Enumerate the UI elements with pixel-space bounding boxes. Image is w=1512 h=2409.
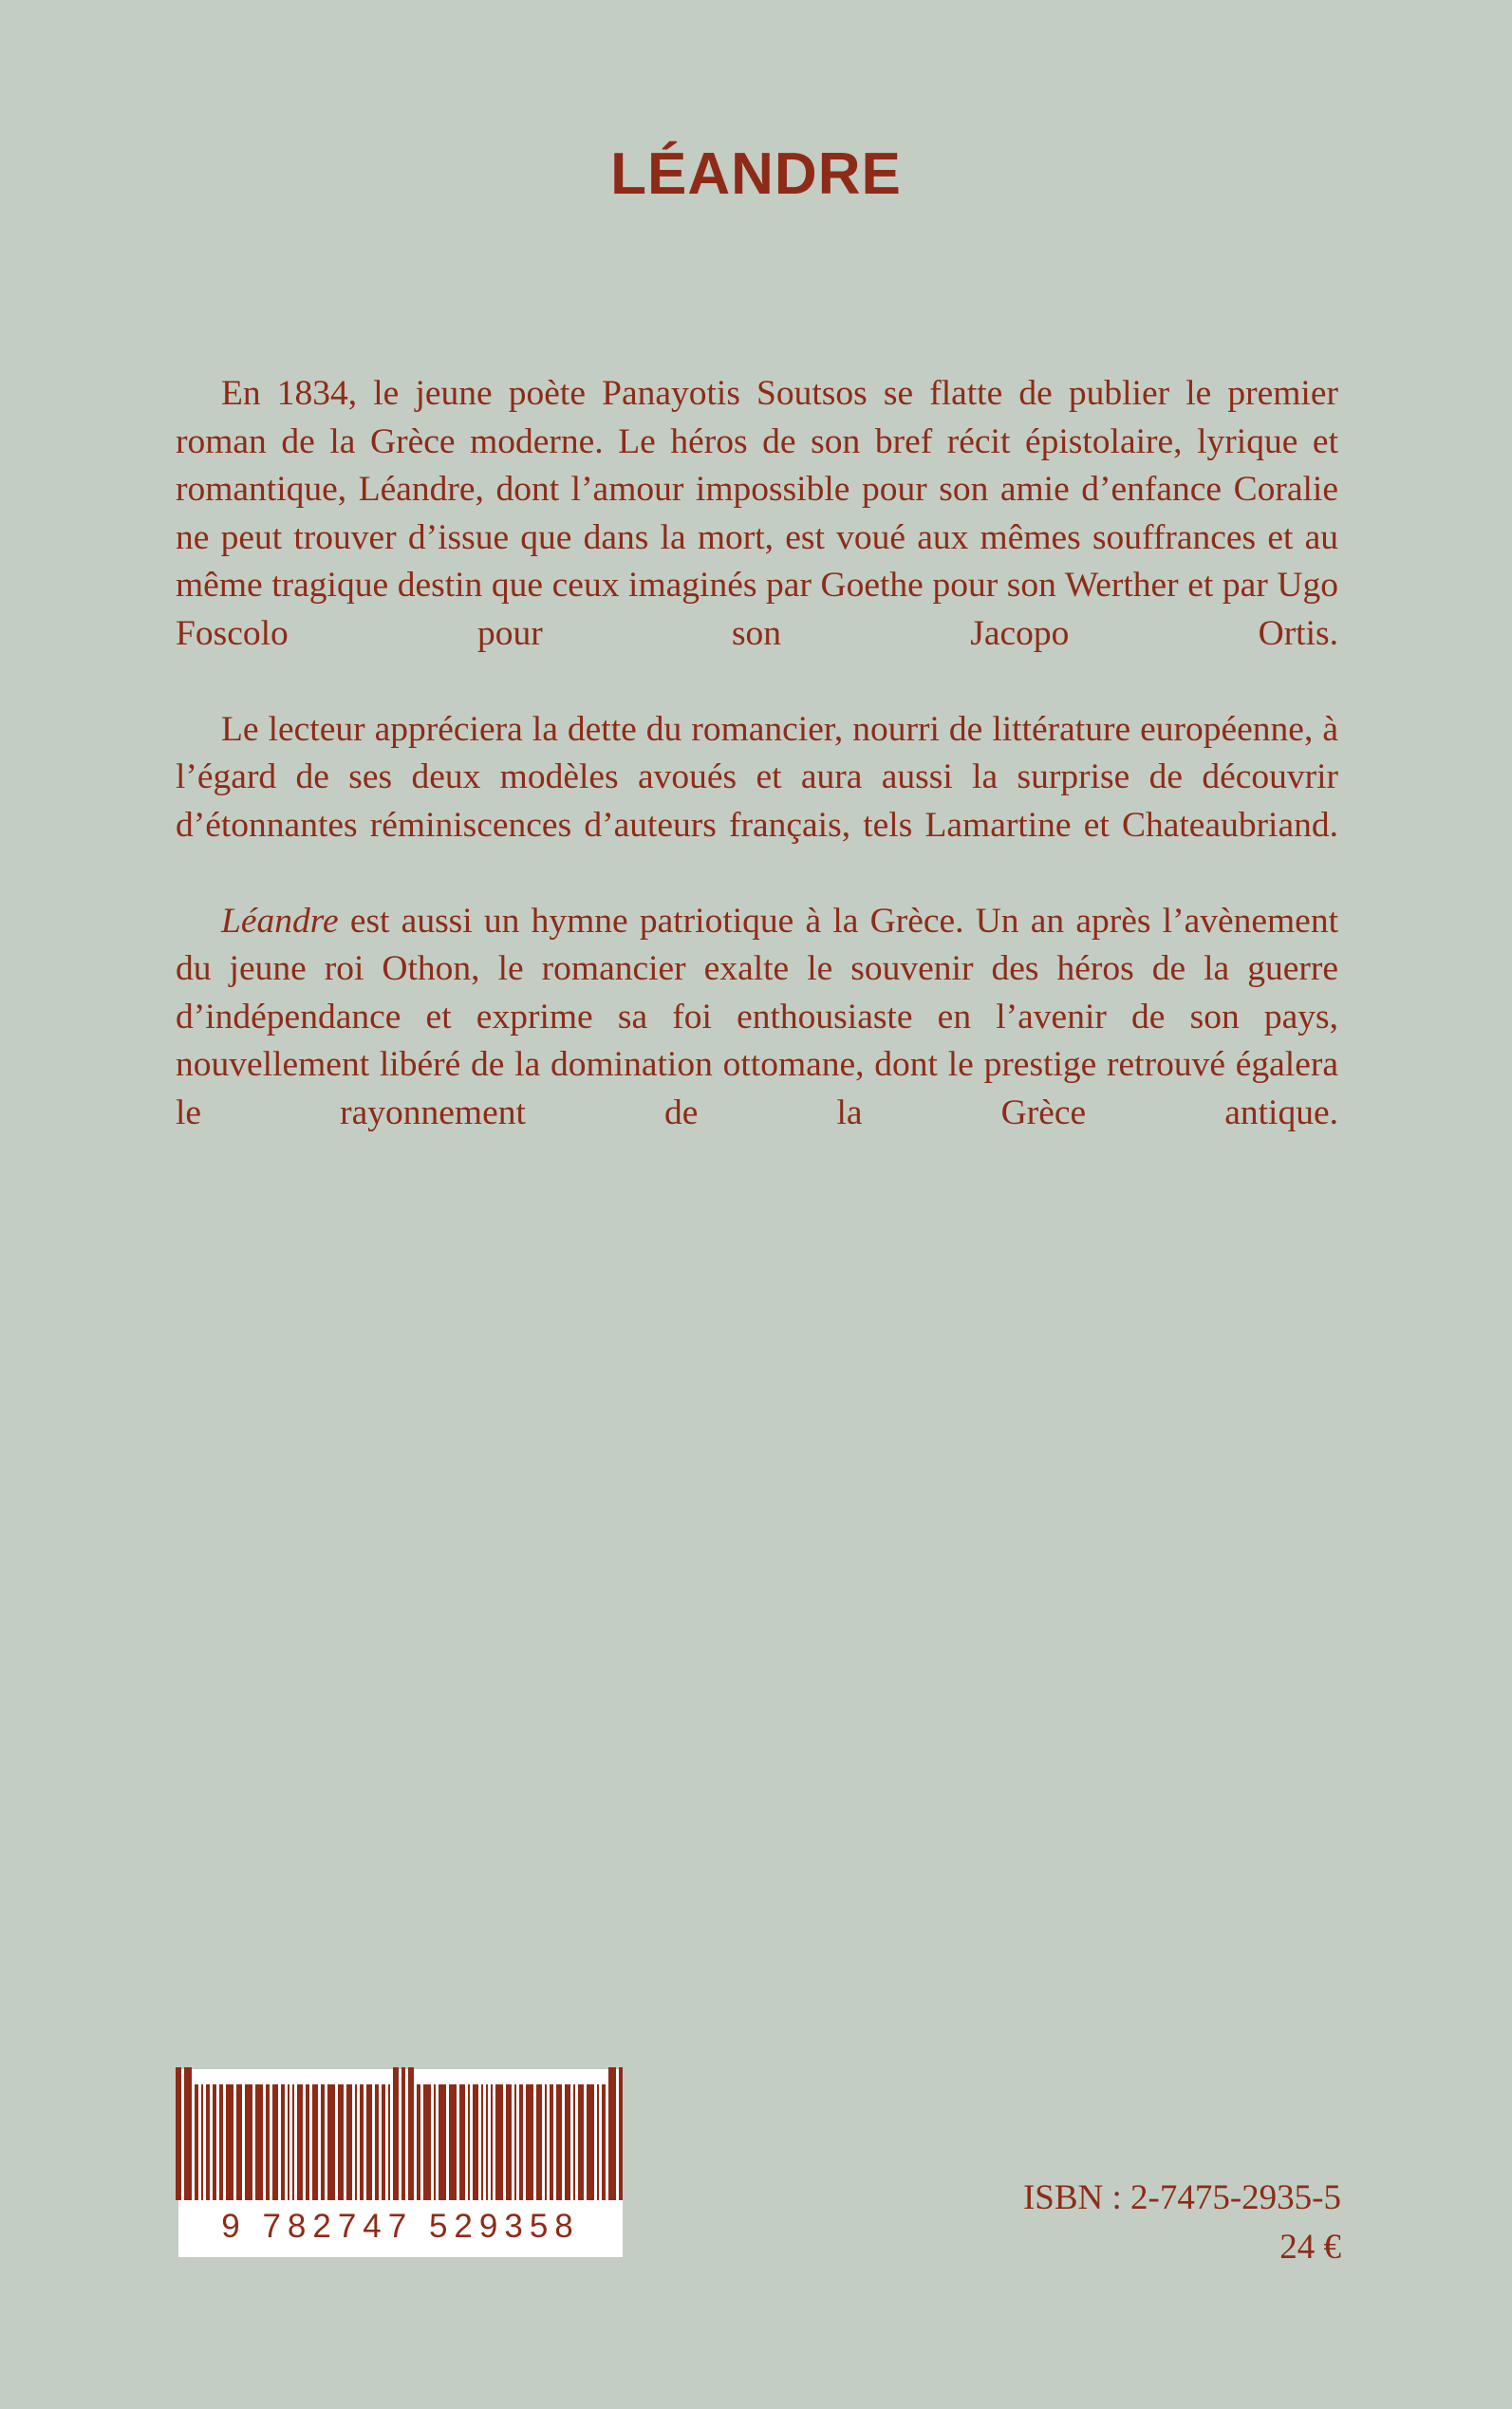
barcode-bars — [176, 2084, 625, 2200]
blurb-text — [176, 370, 1338, 1186]
price-label: 24 € — [1279, 2228, 1341, 2267]
blurb-paragraph-1: En 1834, le jeune poète Panayotis Soutsos se flatte de publier le premier roman de la Grèce moderne. Le héros de son bref récit épistolaire, lyrique et romantique, Léandre, dont l’amour impossible pour son amie d’enfance Coralie ne peut trouver d’issue que dans la mort, est voué aux mêmes souffrances et au même tragique destin que ceux imaginés par Goethe pour son Werther et par Ugo Foscolo pour son Jacopo Ortis. — [176, 374, 1338, 653]
blurb-paragraph-2: Le lecteur appréciera la dette du romancier, nourri de littérature européenne, à l’égard de ses deux modèles avoués et aura aussi la surprise de découvrir d’étonnantes réminiscences d’auteurs français, tels Lamartine et Chateaubriand. — [176, 709, 1338, 845]
barcode — [178, 2069, 623, 2257]
barcode-digits: 9 782747 529358 — [221, 2208, 580, 2245]
isbn-label: ISBN : 2-7475-2935-5 — [1022, 2178, 1341, 2217]
blurb-paragraph-3-rest: est aussi un hymne patriotique à la Grèce. Un an après l’avènement du jeune roi Othon, le romancier exalte le souvenir des héros de la guerre d’indépendance et exprime sa foi enthousiaste en l’avenir de son pays, nouvellement libéré de la domination ottomane, dont le prestige retrouvé égalera le rayonnement de la Grèce antique. — [176, 901, 1338, 1132]
isbn-block — [1023, 2174, 1341, 2272]
page-title: LÉANDRE — [610, 141, 902, 207]
blurb-italic-title: Léandre — [221, 901, 339, 941]
blurb-paragraph-3 — [176, 898, 1338, 1186]
